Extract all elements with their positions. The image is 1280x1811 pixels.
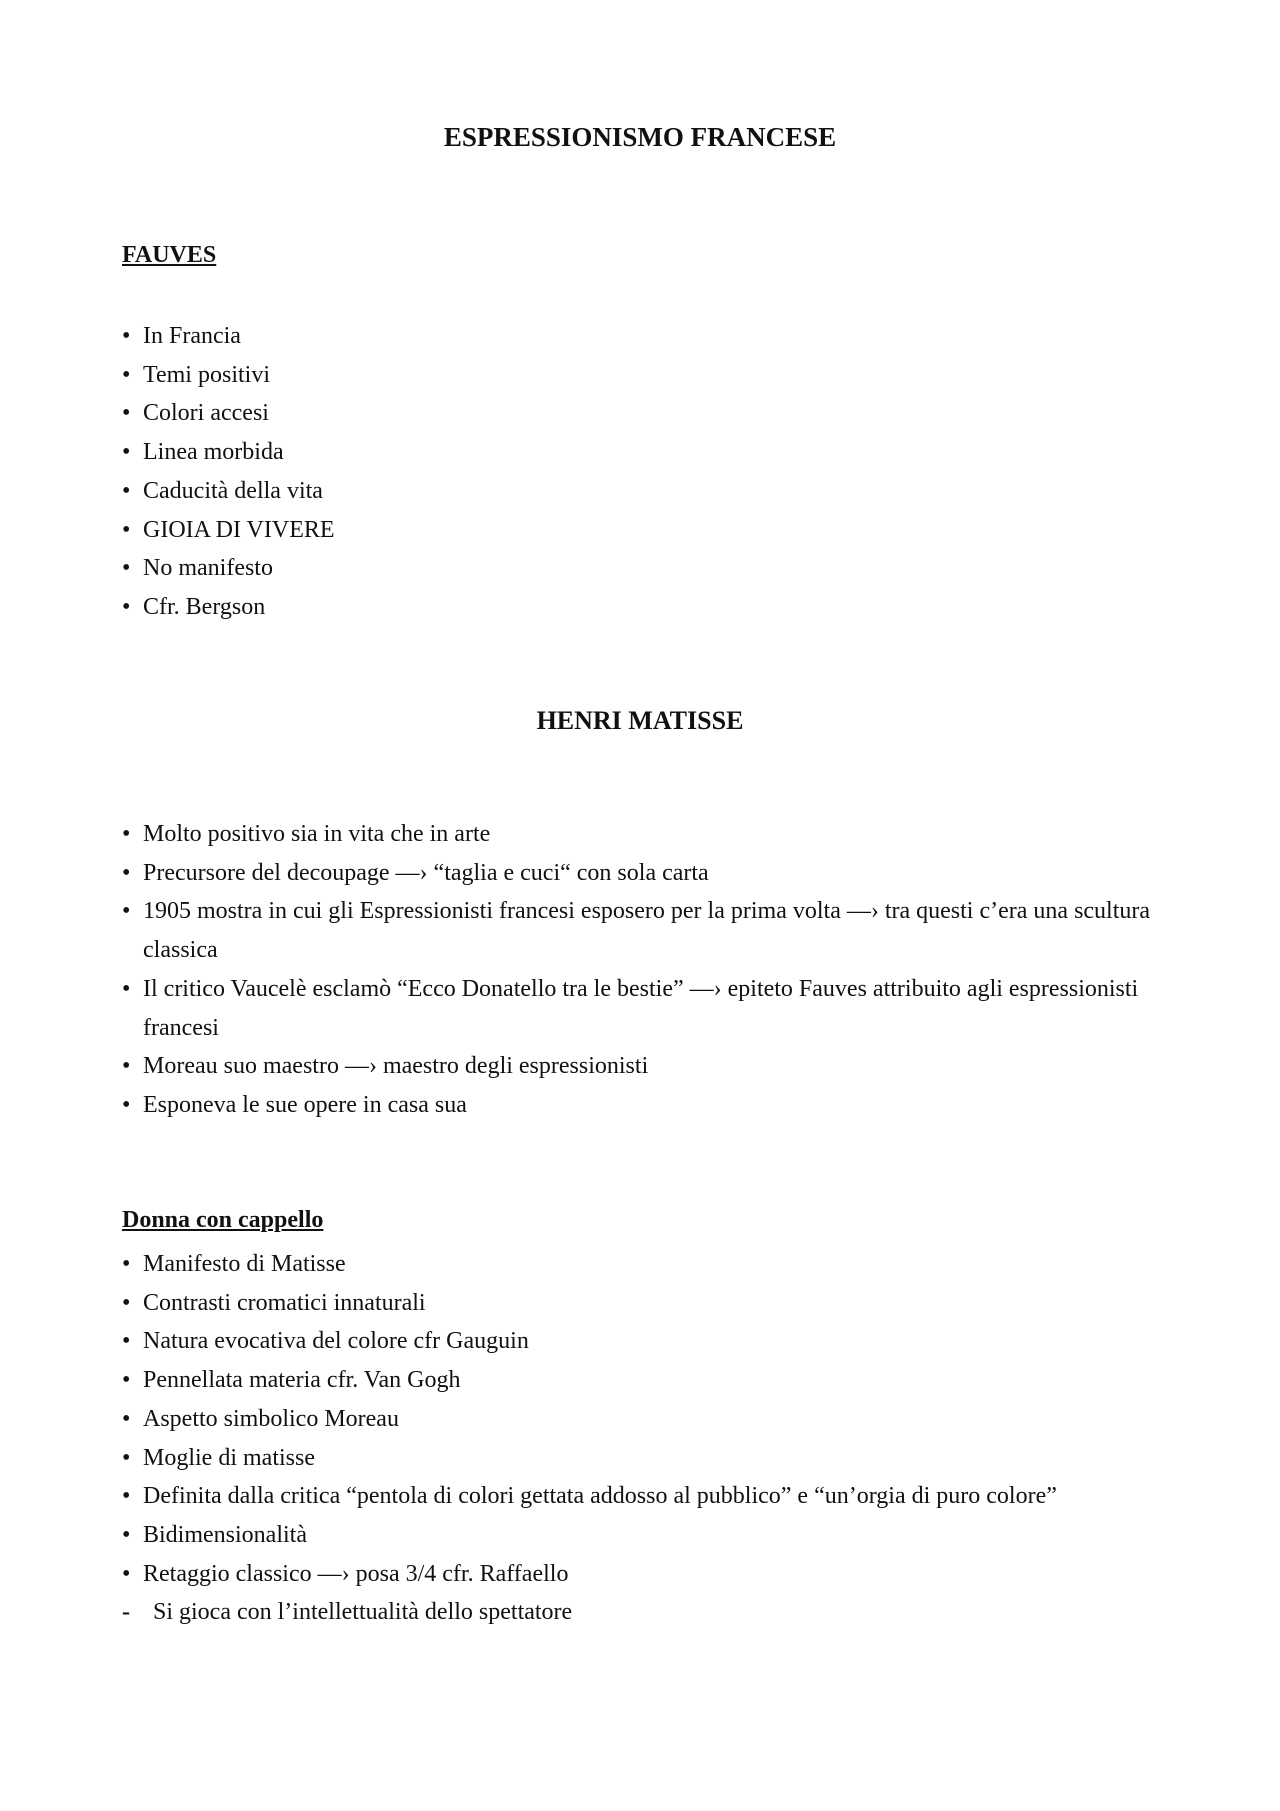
list-item bbox=[122, 1516, 1162, 1555]
list-item bbox=[122, 1245, 1162, 1284]
bullet-icon: • bbox=[122, 361, 131, 388]
bullet-icon: • bbox=[122, 898, 131, 925]
list-item-text: 1905 mostra in cui gli Espressionisti francesi esposero per la prima volta —› tra questi c’era una scultura classica bbox=[143, 898, 1151, 964]
bullet-icon: • bbox=[122, 1483, 131, 1510]
list-item bbox=[122, 970, 1162, 1047]
bullet-icon: • bbox=[122, 400, 131, 427]
list-item-text: Definita dalla critica “pentola di colori gettata addosso al pubblico” e “un’orgia di puro colore” bbox=[143, 1483, 1057, 1510]
section-heading-fauves: FAUVES bbox=[122, 242, 217, 268]
list-item-text: In Francia bbox=[143, 323, 241, 349]
bullet-icon: • bbox=[122, 1560, 131, 1587]
section-title-henri-matisse: HENRI MATISSE bbox=[536, 706, 744, 735]
list-item-text: Aspetto simbolico Moreau bbox=[143, 1405, 399, 1432]
dash-list-item bbox=[122, 1593, 572, 1632]
list-item bbox=[122, 549, 1162, 588]
list-item-text: Manifesto di Matisse bbox=[143, 1251, 346, 1277]
bullet-icon: • bbox=[122, 323, 131, 349]
list-item bbox=[122, 356, 1162, 395]
list-item bbox=[122, 1477, 1162, 1516]
matisse-list bbox=[122, 815, 1162, 1125]
list-item-text: Contrasti cromatici innaturali bbox=[143, 1289, 426, 1316]
list-item-text: Linea morbida bbox=[143, 439, 284, 466]
list-item-text: Temi positivi bbox=[143, 361, 270, 388]
bullet-icon: • bbox=[122, 1091, 131, 1118]
bullet-icon: • bbox=[122, 1444, 131, 1471]
list-item bbox=[122, 511, 1162, 550]
list-item bbox=[122, 1439, 1162, 1478]
bullet-icon: • bbox=[122, 593, 131, 620]
dash-list-item-text: Si gioca con l’intellettualità dello spettatore bbox=[153, 1599, 573, 1625]
list-item bbox=[122, 1555, 1162, 1594]
bullet-icon: • bbox=[122, 1521, 131, 1548]
bullet-icon: • bbox=[122, 1289, 131, 1316]
bullet-icon: • bbox=[122, 1251, 131, 1277]
list-item-text: Bidimensionalità bbox=[143, 1521, 307, 1548]
list-item bbox=[122, 394, 1162, 433]
bullet-icon: • bbox=[122, 975, 131, 1002]
list-item-text: Cfr. Bergson bbox=[143, 593, 266, 620]
list-item bbox=[122, 892, 1162, 969]
list-item bbox=[122, 1361, 1162, 1400]
list-item bbox=[122, 317, 1162, 356]
list-item bbox=[122, 1284, 1162, 1323]
bullet-icon: • bbox=[122, 516, 131, 543]
list-item-text: Molto positivo sia in vita che in arte bbox=[143, 821, 491, 847]
list-item-text: Il critico Vaucelè esclamò “Ecco Donatello tra le bestie” —› epiteto Fauves attribuito agli espressionisti francesi bbox=[143, 975, 1139, 1041]
dash-icon: - bbox=[122, 1599, 130, 1625]
list-item-text: Moreau suo maestro —› maestro degli espressionisti bbox=[143, 1053, 649, 1080]
list-item-text: Caducità della vita bbox=[143, 477, 323, 504]
list-item-text: Retaggio classico —› posa 3/4 cfr. Raffaello bbox=[143, 1560, 569, 1587]
bullet-icon: • bbox=[122, 1405, 131, 1432]
bullet-icon: • bbox=[122, 477, 131, 504]
fauves-list bbox=[122, 317, 1162, 627]
list-item-text: Precursore del decoupage —› “taglia e cuci“ con sola carta bbox=[143, 859, 709, 886]
list-item bbox=[122, 1400, 1162, 1439]
list-item-text: No manifesto bbox=[143, 555, 273, 582]
list-item bbox=[122, 433, 1162, 472]
bullet-icon: • bbox=[122, 439, 131, 466]
list-item-text: Moglie di matisse bbox=[143, 1444, 315, 1471]
list-item bbox=[122, 854, 1162, 893]
list-item-text: Pennellata materia cfr. Van Gogh bbox=[143, 1367, 461, 1394]
bullet-icon: • bbox=[122, 1328, 131, 1355]
bullet-icon: • bbox=[122, 1053, 131, 1080]
list-item bbox=[122, 1047, 1162, 1086]
section-heading-donna-con-cappello: Donna con cappello bbox=[122, 1207, 324, 1233]
list-item-text: Colori accesi bbox=[143, 400, 269, 427]
list-item-text: Natura evocativa del colore cfr Gauguin bbox=[143, 1328, 529, 1355]
list-item bbox=[122, 815, 1162, 854]
list-item-text: Esponeva le sue opere in casa sua bbox=[143, 1091, 467, 1118]
list-item bbox=[122, 472, 1162, 511]
bullet-icon: • bbox=[122, 555, 131, 582]
bullet-icon: • bbox=[122, 1367, 131, 1394]
document-title: ESPRESSIONISMO FRANCESE bbox=[443, 122, 837, 152]
list-item bbox=[122, 588, 1162, 627]
list-item bbox=[122, 1086, 1162, 1125]
list-item-text: GIOIA DI VIVERE bbox=[143, 516, 335, 543]
bullet-icon: • bbox=[122, 821, 131, 847]
list-item bbox=[122, 1322, 1162, 1361]
donna-list bbox=[122, 1245, 1162, 1593]
bullet-icon: • bbox=[122, 859, 131, 886]
